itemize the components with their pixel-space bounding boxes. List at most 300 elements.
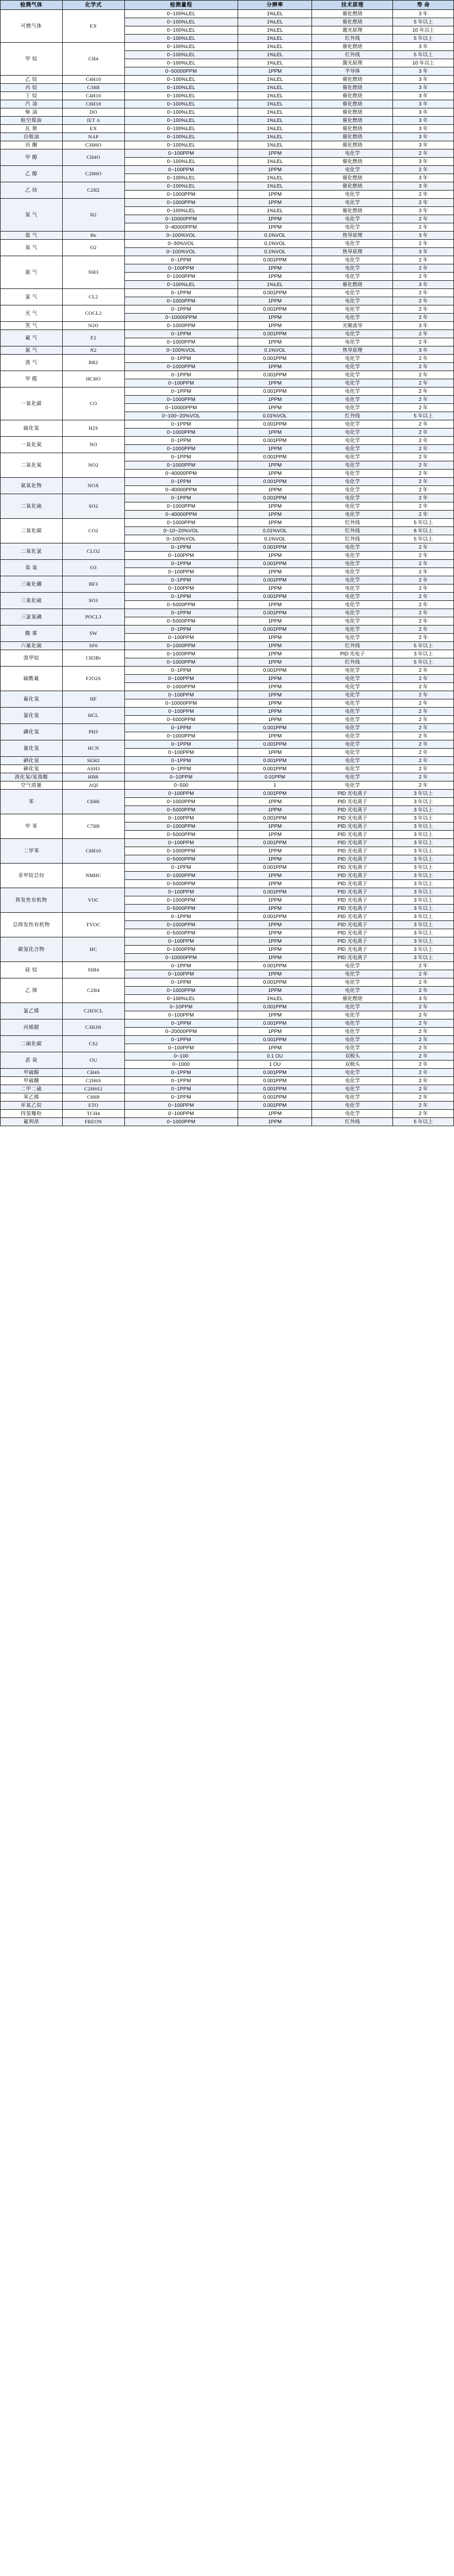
- cell-range: 0~100%LEL: [124, 182, 238, 191]
- cell-range: 0~1PPM: [124, 478, 238, 486]
- cell-resolution: 0.001PPM: [238, 962, 312, 970]
- cell-range: 0~1000PPM: [124, 461, 238, 470]
- cell-technology: 电化学: [312, 781, 393, 790]
- column-header-technology: 技术原理: [312, 1, 393, 10]
- cell-formula: O3: [62, 560, 124, 576]
- cell-range: 0~100%LEL: [124, 995, 238, 1003]
- cell-resolution: 1PPM: [238, 1118, 312, 1126]
- cell-life: 2 年: [393, 404, 454, 412]
- cell-life: 3 年以上: [393, 888, 454, 896]
- cell-range: 0~100PPM: [124, 166, 238, 174]
- cell-technology: 电化学: [312, 470, 393, 478]
- cell-resolution: 1PPM: [238, 798, 312, 806]
- cell-formula: C2H6O: [62, 166, 124, 182]
- cell-formula: SEH2: [62, 757, 124, 765]
- table-row: [1, 1118, 454, 1126]
- cell-life: 5 年以上: [393, 18, 454, 26]
- cell-technology: 电化学: [312, 314, 393, 322]
- cell-range: 0~1000PPM: [124, 823, 238, 831]
- cell-range: 0~1000PPM: [124, 658, 238, 667]
- cell-formula: BR2: [62, 355, 124, 371]
- cell-life: 2 年: [393, 543, 454, 552]
- cell-resolution: 1PPM: [238, 749, 312, 757]
- cell-gas: 乙 醇: [1, 166, 63, 182]
- cell-life: 3 年: [393, 76, 454, 84]
- cell-technology: 电化学: [312, 773, 393, 781]
- cell-resolution: 0.001PPM: [238, 256, 312, 264]
- cell-resolution: 1%LEL: [238, 43, 312, 51]
- cell-range: 0~100%VOL: [124, 346, 238, 355]
- cell-range: 0~100%LEL: [124, 92, 238, 100]
- cell-gas: 一氧化碳: [1, 388, 63, 420]
- cell-life: 3 年以上: [393, 896, 454, 905]
- table-row: [1, 420, 454, 429]
- cell-technology: 催化燃烧: [312, 92, 393, 100]
- cell-life: 3 年: [393, 133, 454, 141]
- cell-formula: C3H8: [62, 84, 124, 92]
- cell-gas: 丙烯腈: [1, 1019, 63, 1036]
- cell-life: 3 年以上: [393, 650, 454, 658]
- cell-technology: PID 光电子: [312, 650, 393, 658]
- cell-gas: 氢 气: [1, 199, 63, 232]
- cell-technology: 电化学: [312, 634, 393, 642]
- cell-resolution: 1PPM: [238, 855, 312, 864]
- table-row: [1, 1077, 454, 1085]
- cell-resolution: 1%LEL: [238, 51, 312, 59]
- cell-range: 0~100PPM: [124, 264, 238, 273]
- cell-life: 2 年: [393, 1003, 454, 1011]
- table-row: [1, 133, 454, 141]
- cell-range: 0~100%LEL: [124, 108, 238, 117]
- cell-formula: EX: [62, 125, 124, 133]
- cell-formula: H2S: [62, 420, 124, 437]
- cell-resolution: 0.001PPM: [238, 1003, 312, 1011]
- cell-life: 3 年以上: [393, 905, 454, 913]
- cell-resolution: 1PPM: [238, 314, 312, 322]
- table-row: [1, 576, 454, 584]
- cell-technology: 电化学: [312, 708, 393, 716]
- cell-technology: PID 光电离子: [312, 913, 393, 921]
- table-row: [1, 10, 454, 18]
- cell-gas: 氟化氢: [1, 691, 63, 708]
- cell-technology: 热导原理: [312, 248, 393, 256]
- cell-technology: 电化学: [312, 355, 393, 363]
- cell-range: 0~1PPM: [124, 1069, 238, 1077]
- cell-range: 0~100%LEL: [124, 10, 238, 18]
- cell-technology: 电化学: [312, 478, 393, 486]
- cell-resolution: 1%LEL: [238, 10, 312, 18]
- cell-formula: NOX: [62, 478, 124, 494]
- table-row: [1, 519, 454, 527]
- cell-life: 2 年: [393, 149, 454, 158]
- cell-formula: C8H18: [62, 100, 124, 108]
- cell-life: 2 年: [393, 240, 454, 248]
- cell-gas: 氟利昂: [1, 1118, 63, 1126]
- table-row: [1, 740, 454, 749]
- cell-resolution: 0.001PPM: [238, 1077, 312, 1085]
- cell-range: 0~1PPM: [124, 962, 238, 970]
- cell-gas: 氯化氢: [1, 708, 63, 724]
- cell-resolution: 1PPM: [238, 552, 312, 560]
- cell-range: 0~100PPM: [124, 568, 238, 576]
- cell-life: 10 年以上: [393, 59, 454, 67]
- cell-resolution: 1%LEL: [238, 100, 312, 108]
- cell-formula: FREON: [62, 1118, 124, 1126]
- table-row: [1, 667, 454, 675]
- cell-range: 0~100PPM: [124, 937, 238, 946]
- cell-resolution: 0.001PPM: [238, 888, 312, 896]
- cell-resolution: 0.001PPM: [238, 289, 312, 297]
- cell-life: 3 年以上: [393, 798, 454, 806]
- cell-range: 0~100%LEL: [124, 59, 238, 67]
- cell-range: 0~5000PPM: [124, 880, 238, 888]
- cell-life: 3 年以上: [393, 855, 454, 864]
- cell-technology: PID 光电离子: [312, 921, 393, 929]
- cell-life: 2 年: [393, 683, 454, 691]
- column-header-life: 寿 命: [393, 1, 454, 10]
- table-row: [1, 494, 454, 502]
- cell-technology: 电化学: [312, 683, 393, 691]
- cell-life: 3 年: [393, 10, 454, 18]
- cell-formula: SO2: [62, 494, 124, 519]
- cell-resolution: 0.001PPM: [238, 305, 312, 314]
- cell-range: 0~1PPM: [124, 757, 238, 765]
- cell-life: 2 年: [393, 297, 454, 305]
- cell-range: 0~100%LEL: [124, 141, 238, 149]
- cell-technology: 电化学: [312, 552, 393, 560]
- cell-formula: CH4: [62, 43, 124, 76]
- cell-range: 0~1000PPM: [124, 363, 238, 371]
- cell-range: 0~100PPM: [124, 790, 238, 798]
- cell-resolution: 1PPM: [238, 1028, 312, 1036]
- cell-technology: 电化学: [312, 273, 393, 281]
- cell-technology: PID 光电离子: [312, 888, 393, 896]
- cell-life: 2 年: [393, 667, 454, 675]
- cell-resolution: 1PPM: [238, 199, 312, 207]
- cell-life: 3 年: [393, 158, 454, 166]
- cell-resolution: 1PPM: [238, 67, 312, 76]
- table-row: [1, 355, 454, 363]
- cell-formula: SO3: [62, 593, 124, 609]
- cell-formula: HCL: [62, 708, 124, 724]
- cell-life: 2 年: [393, 437, 454, 445]
- cell-technology: 催化燃烧: [312, 84, 393, 92]
- table-row: [1, 478, 454, 486]
- cell-life: 2 年: [393, 732, 454, 740]
- cell-life: 2 年: [393, 740, 454, 749]
- cell-resolution: 0.001PPM: [238, 494, 312, 502]
- cell-formula: VOC: [62, 888, 124, 913]
- cell-range: 0~1PPM: [124, 256, 238, 264]
- cell-range: 0~1000PPM: [124, 872, 238, 880]
- cell-life: 2 年: [393, 1093, 454, 1102]
- cell-range: 0~1PPM: [124, 494, 238, 502]
- cell-gas: 一氧化氮: [1, 437, 63, 453]
- cell-range: 0~100%VOL: [124, 248, 238, 256]
- cell-life: 3 年以上: [393, 913, 454, 921]
- cell-gas: 丙 烷: [1, 84, 63, 92]
- cell-range: 0~100%LEL: [124, 281, 238, 289]
- table-row: [1, 305, 454, 314]
- cell-resolution: 0.01%VOL: [238, 412, 312, 420]
- cell-resolution: 1PPM: [238, 929, 312, 937]
- cell-resolution: 0.001PPM: [238, 667, 312, 675]
- cell-technology: 双极头: [312, 1052, 393, 1061]
- cell-formula: F2O2S: [62, 667, 124, 691]
- cell-technology: 电化学: [312, 486, 393, 494]
- cell-life: 2 年: [393, 511, 454, 519]
- cell-range: 0~1PPM: [124, 913, 238, 921]
- cell-life: 2 年: [393, 1069, 454, 1077]
- table-row: [1, 708, 454, 716]
- cell-life: 3 年: [393, 281, 454, 289]
- cell-range: 0~100%VOL: [124, 535, 238, 543]
- cell-life: 2 年: [393, 502, 454, 511]
- cell-gas: 二氧化氮: [1, 453, 63, 478]
- table-row: [1, 1036, 454, 1044]
- cell-range: 0~100PPM: [124, 634, 238, 642]
- cell-technology: 电化学: [312, 149, 393, 158]
- cell-range: 0~1PPM: [124, 1019, 238, 1028]
- table-row: [1, 92, 454, 100]
- cell-technology: 电化学: [312, 388, 393, 396]
- cell-life: 2 年: [393, 1036, 454, 1044]
- cell-formula: POCL3: [62, 609, 124, 626]
- cell-life: 3 年以上: [393, 831, 454, 839]
- cell-formula: C2H6S: [62, 1077, 124, 1085]
- cell-resolution: 1PPM: [238, 823, 312, 831]
- cell-formula: NO: [62, 437, 124, 453]
- cell-life: 3 年: [393, 232, 454, 240]
- cell-life: 3 年: [393, 995, 454, 1003]
- cell-technology: 催化燃烧: [312, 10, 393, 18]
- cell-technology: 红外线: [312, 35, 393, 43]
- table-row: [1, 1003, 454, 1011]
- cell-technology: 催化燃烧: [312, 158, 393, 166]
- table-row: [1, 978, 454, 987]
- cell-formula: NAP: [62, 133, 124, 141]
- cell-range: 0~100PPM: [124, 691, 238, 699]
- cell-technology: 电化学: [312, 256, 393, 264]
- cell-resolution: 1%LEL: [238, 207, 312, 215]
- cell-range: 0~5000PPM: [124, 806, 238, 814]
- cell-gas: 甲 苯: [1, 814, 63, 839]
- cell-gas: 二氧化碳: [1, 519, 63, 543]
- cell-resolution: 1PPM: [238, 732, 312, 740]
- cell-range: 0~1000PPM: [124, 297, 238, 305]
- cell-formula: N2: [62, 346, 124, 355]
- cell-gas: 甲 醇: [1, 149, 63, 166]
- cell-resolution: 0.001PPM: [238, 1102, 312, 1110]
- cell-range: 0~1PPM: [124, 1077, 238, 1085]
- table-row: [1, 609, 454, 617]
- cell-life: 2 年: [393, 494, 454, 502]
- cell-technology: 电化学: [312, 1011, 393, 1019]
- cell-technology: 电化学: [312, 987, 393, 995]
- cell-formula: TVOC: [62, 913, 124, 937]
- cell-gas: 恶 臭: [1, 1052, 63, 1069]
- table-row: [1, 256, 454, 264]
- cell-formula: TCH4: [62, 1110, 124, 1118]
- cell-resolution: 1PPM: [238, 470, 312, 478]
- cell-range: 0~100%LEL: [124, 158, 238, 166]
- cell-resolution: 1PPM: [238, 445, 312, 453]
- table-row: [1, 864, 454, 872]
- cell-resolution: 1PPM: [238, 584, 312, 593]
- table-row: [1, 888, 454, 896]
- cell-resolution: 1PPM: [238, 921, 312, 929]
- cell-technology: 电化学: [312, 691, 393, 699]
- cell-gas: 笑 气: [1, 322, 63, 330]
- cell-resolution: 1PPM: [238, 149, 312, 158]
- cell-technology: 双极头: [312, 1061, 393, 1069]
- cell-resolution: 0.001PPM: [238, 543, 312, 552]
- cell-life: 2 年: [393, 724, 454, 732]
- cell-range: 0~5000PPM: [124, 929, 238, 937]
- cell-gas: 三氟化硼: [1, 576, 63, 593]
- cell-range: 0~1000PPM: [124, 946, 238, 954]
- cell-formula: CH4O: [62, 149, 124, 166]
- cell-resolution: 0.1%VOL: [238, 535, 312, 543]
- cell-range: 0~100%VOL: [124, 232, 238, 240]
- cell-range: 0~1000PPM: [124, 199, 238, 207]
- cell-life: 3 年: [393, 100, 454, 108]
- cell-life: 2 年: [393, 461, 454, 470]
- cell-life: 3 年以上: [393, 929, 454, 937]
- cell-technology: 电化学: [312, 543, 393, 552]
- cell-resolution: 0.001PPM: [238, 371, 312, 379]
- cell-life: 2 年: [393, 264, 454, 273]
- cell-resolution: 0.001PPM: [238, 388, 312, 396]
- cell-range: 0~100%LEL: [124, 35, 238, 43]
- table-header-row: [1, 1, 454, 10]
- cell-life: 2 年: [393, 445, 454, 453]
- cell-technology: PID 光电离子: [312, 814, 393, 823]
- cell-life: 2 年: [393, 749, 454, 757]
- cell-gas: 硫化氢: [1, 420, 63, 437]
- cell-formula: C2H2: [62, 182, 124, 199]
- cell-technology: 电化学: [312, 429, 393, 437]
- cell-range: 0~100%LEL: [124, 26, 238, 35]
- cell-resolution: 0.001PPM: [238, 765, 312, 773]
- cell-resolution: 1%LEL: [238, 35, 312, 43]
- cell-life: 2 年: [393, 273, 454, 281]
- cell-resolution: 1PPM: [238, 634, 312, 642]
- cell-gas: 硫酰氟: [1, 667, 63, 691]
- gas-spec-table: [0, 0, 454, 1126]
- cell-formula: H2: [62, 199, 124, 232]
- table-row: [1, 937, 454, 946]
- cell-technology: 电化学: [312, 978, 393, 987]
- cell-resolution: 1PPM: [238, 675, 312, 683]
- cell-resolution: 1%LEL: [238, 59, 312, 67]
- cell-range: 0~1000PPM: [124, 683, 238, 691]
- cell-range: 0~1PPM: [124, 453, 238, 461]
- cell-range: 0~1000PPM: [124, 519, 238, 527]
- cell-formula: CLO2: [62, 543, 124, 560]
- table-row: [1, 149, 454, 158]
- cell-gas: 三氯氧磷: [1, 609, 63, 626]
- cell-resolution: 1PPM: [238, 264, 312, 273]
- cell-range: 0~1PPM: [124, 1085, 238, 1093]
- table-row: [1, 790, 454, 798]
- cell-formula: NO2: [62, 453, 124, 478]
- cell-life: 2 年: [393, 699, 454, 708]
- cell-gas: 甲硫醚: [1, 1077, 63, 1085]
- cell-formula: CO2: [62, 519, 124, 543]
- cell-life: 2 年: [393, 429, 454, 437]
- cell-gas: 乙 烷: [1, 76, 63, 84]
- table-row: [1, 199, 454, 207]
- cell-life: 2 年: [393, 1011, 454, 1019]
- cell-formula: HCHO: [62, 371, 124, 388]
- cell-technology: 催化燃烧: [312, 76, 393, 84]
- cell-life: 2 年: [393, 584, 454, 593]
- table-row: [1, 100, 454, 108]
- cell-resolution: 0.001PPM: [238, 560, 312, 568]
- table-row: [1, 773, 454, 781]
- cell-gas: 丁 烷: [1, 92, 63, 100]
- column-header-gas: 检测气体: [1, 1, 63, 10]
- cell-range: 0~100%LEL: [124, 133, 238, 141]
- cell-technology: 电化学: [312, 724, 393, 732]
- cell-technology: 催化燃烧: [312, 133, 393, 141]
- table-row: [1, 330, 454, 338]
- cell-formula: C8H10: [62, 839, 124, 864]
- cell-technology: 电化学: [312, 215, 393, 223]
- cell-resolution: 0.001PPM: [238, 478, 312, 486]
- cell-technology: 电化学: [312, 166, 393, 174]
- cell-range: 0~1000PPM: [124, 429, 238, 437]
- cell-gas: 汽 油: [1, 100, 63, 108]
- cell-range: 0~40000PPM: [124, 511, 238, 519]
- table-row: [1, 346, 454, 355]
- cell-resolution: 0.001PPM: [238, 724, 312, 732]
- cell-gas: 氯 气: [1, 289, 63, 305]
- cell-resolution: 0.001PPM: [238, 814, 312, 823]
- cell-life: 2 年: [393, 773, 454, 781]
- cell-life: 3 年: [393, 108, 454, 117]
- cell-gas: 苯: [1, 790, 63, 814]
- cell-resolution: 1PPM: [238, 297, 312, 305]
- cell-technology: 电化学: [312, 1028, 393, 1036]
- table-body: [1, 10, 454, 1126]
- cell-technology: 电化学: [312, 675, 393, 683]
- cell-technology: 催化燃烧: [312, 117, 393, 125]
- cell-life: 3 年: [393, 182, 454, 191]
- cell-technology: 催化燃烧: [312, 141, 393, 149]
- cell-resolution: 1PPM: [238, 1011, 312, 1019]
- table-row: [1, 757, 454, 765]
- cell-technology: 电化学: [312, 289, 393, 297]
- cell-technology: 催化燃烧: [312, 281, 393, 289]
- cell-life: 2 年: [393, 757, 454, 765]
- cell-range: 0~1PPM: [124, 330, 238, 338]
- cell-formula: AQI: [62, 781, 124, 790]
- table-row: [1, 289, 454, 297]
- cell-life: 3 年: [393, 92, 454, 100]
- cell-gas: 溴化氢/氢溴酸: [1, 773, 63, 781]
- cell-range: 0~100PPM: [124, 584, 238, 593]
- cell-technology: 电化学: [312, 371, 393, 379]
- cell-formula: CH3Br: [62, 650, 124, 667]
- cell-range: 0~100%LEL: [124, 18, 238, 26]
- cell-technology: 激光原理: [312, 59, 393, 67]
- cell-formula: C2H3CL: [62, 1003, 124, 1019]
- cell-resolution: 0.001PPM: [238, 1036, 312, 1044]
- cell-gas: 瓦 斯: [1, 125, 63, 133]
- cell-life: 5 年以上: [393, 642, 454, 650]
